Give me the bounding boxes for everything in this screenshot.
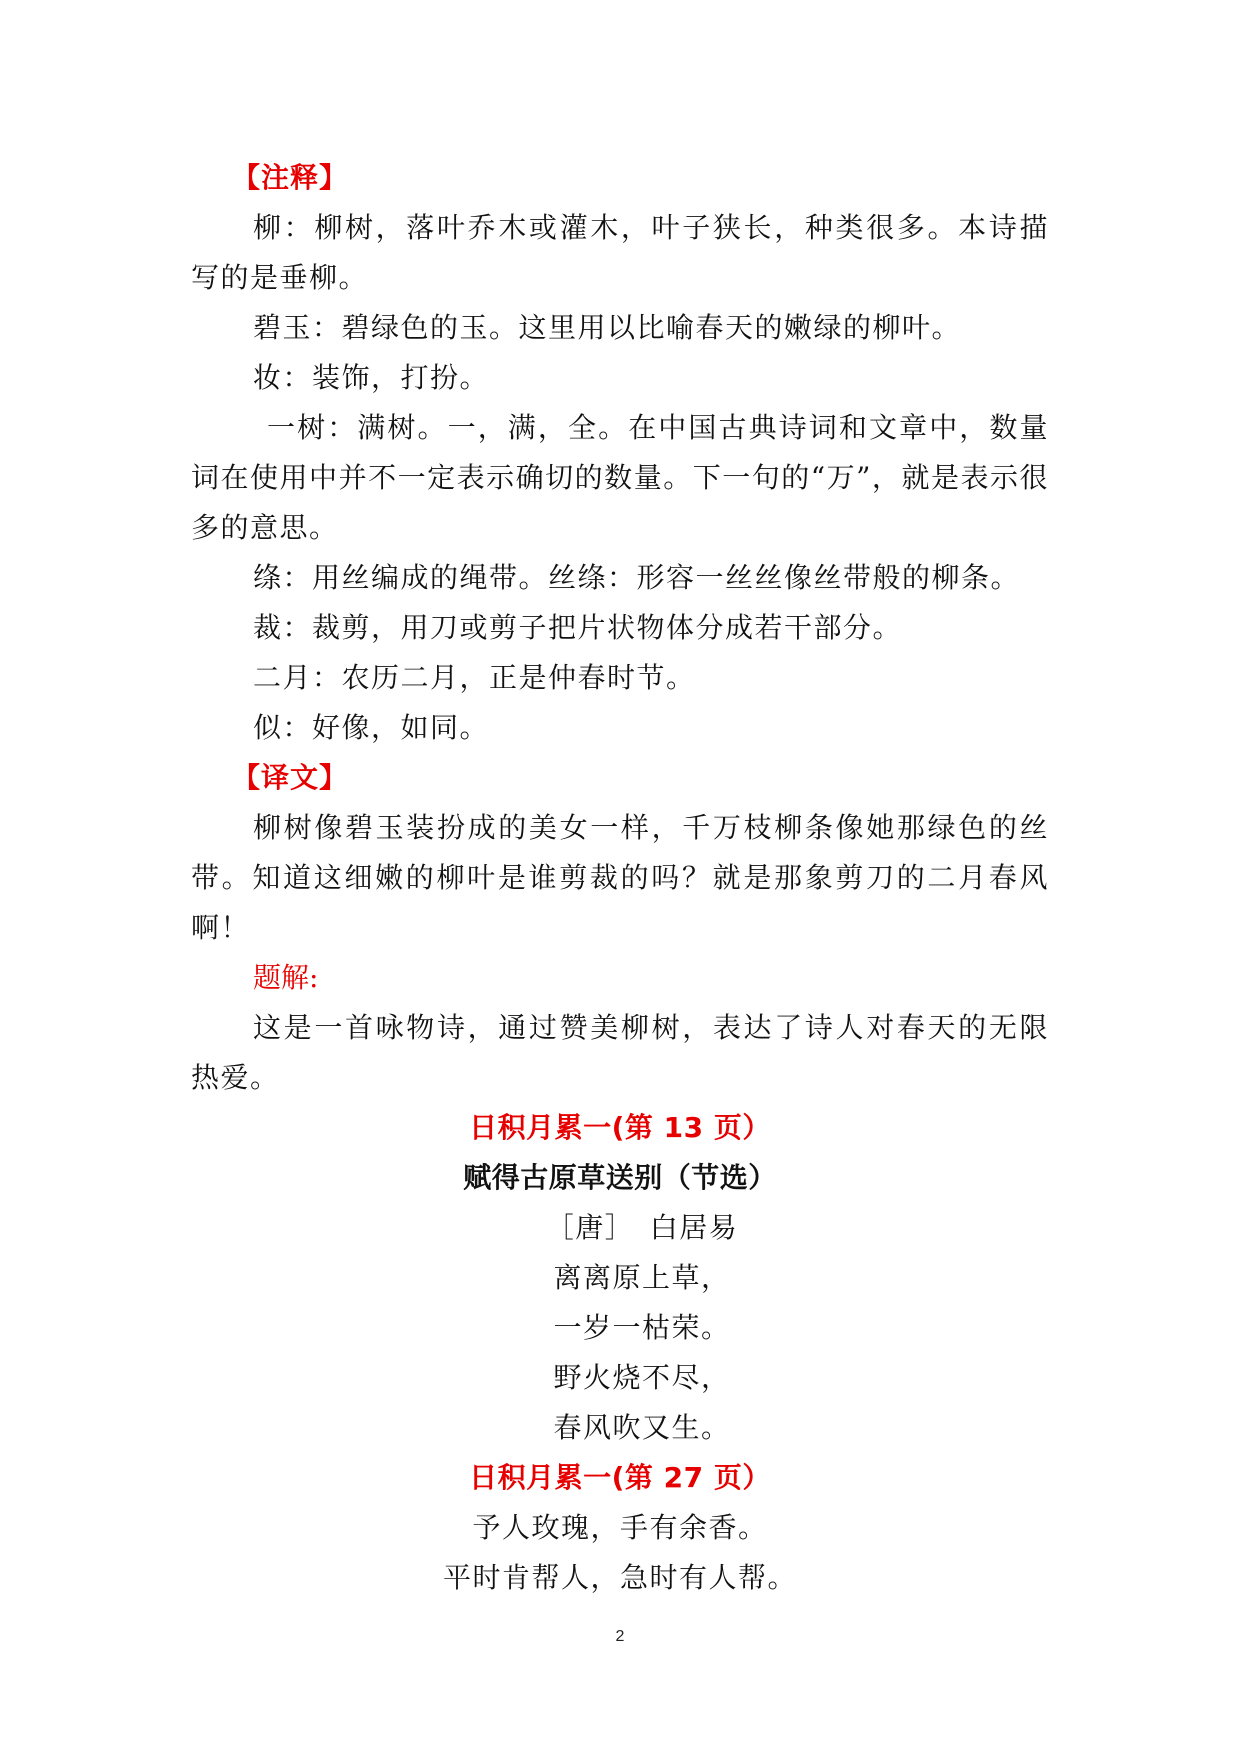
translation-text: 柳树像碧玉装扮成的美女一样，千万枝柳条像她那绿色的丝带。知道这细嫩的柳叶是谁剪裁的吗？就是那象剪刀的二月春风啊！	[191, 811, 1049, 944]
poem-line: 离离原上草，	[553, 1261, 731, 1294]
note-item-cut: 裁：裁剪，用刀或剪子把片状物体分成若干部分。	[253, 611, 903, 644]
note-item-february: 二月：农历二月，正是仲春时节。	[253, 661, 696, 694]
poem-author: ［唐］ 白居易	[545, 1211, 739, 1244]
poem-line: 一岁一枯荣。	[553, 1311, 731, 1344]
section2-title: 日积月累一(第 27 页）	[469, 1461, 771, 1494]
notes-heading: 【注释】	[232, 161, 349, 194]
note-item-silk-ribbon: 绦：用丝编成的绳带。丝绦：形容一丝丝像丝带般的柳条。	[253, 561, 1021, 594]
page-content	[191, 153, 1049, 1603]
translation-heading: 【译文】	[232, 761, 349, 794]
saying-line: 平时肯帮人，急时有人帮。	[442, 1561, 797, 1594]
poem-line: 春风吹又生。	[553, 1411, 731, 1444]
poem-line: 野火烧不尽，	[553, 1361, 731, 1394]
page-number: 2	[615, 1628, 625, 1645]
note-item-adorn: 妆：装饰，打扮。	[253, 361, 490, 394]
note-item-whole-tree: 一树：满树。一，满，全。在中国古典诗词和文章中，数量词在使用中并不一定表示确切的数量。下一句的“万”，就是表示很多的意思。	[191, 411, 1049, 544]
saying-line: 予人玫瑰，手有余香。	[472, 1511, 768, 1544]
note-item-willow: 柳：柳树，落叶乔木或灌木，叶子狭长，种类很多。本诗描写的是垂柳。	[191, 211, 1049, 294]
poem-title: 赋得古原草送别（节选）	[463, 1161, 777, 1194]
note-item-jade: 碧玉：碧绿色的玉。这里用以比喻春天的嫩绿的柳叶。	[253, 311, 962, 344]
theme-text: 这是一首咏物诗，通过赞美柳树，表达了诗人对春天的无限热爱。	[191, 1011, 1049, 1094]
section1-title: 日积月累一(第 13 页）	[469, 1111, 771, 1144]
note-item-like: 似：好像，如同。	[253, 711, 490, 744]
theme-label: 题解:	[253, 961, 319, 994]
